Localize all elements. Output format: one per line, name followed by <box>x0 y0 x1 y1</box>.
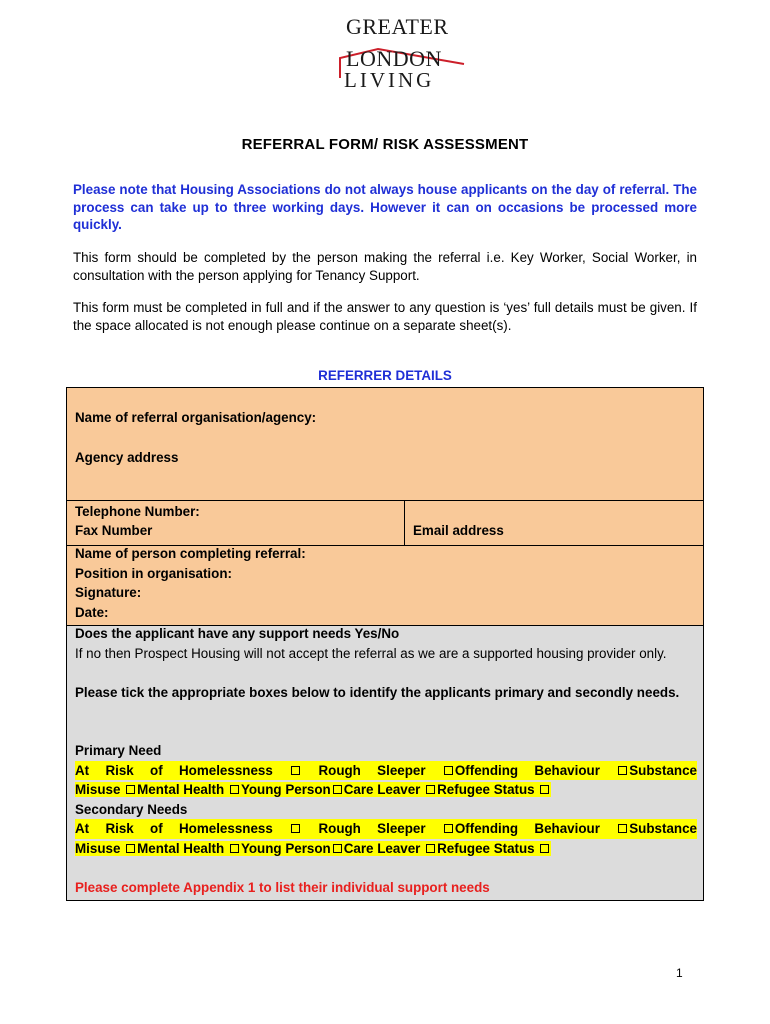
organisation-cell[interactable] <box>67 388 703 500</box>
support-needs-note: If no then Prospect Housing will not accept the referral as we are a supported housing provider only. <box>75 645 667 661</box>
support-needs-cell <box>67 625 703 900</box>
primary-homelessness-label: At Risk of Homelessness <box>75 762 273 778</box>
primary-offending-label: Offending Behaviour <box>454 762 600 778</box>
secondary-refugee-label: Refugee Status <box>437 840 535 856</box>
secondary-offending-checkbox[interactable] <box>618 824 627 833</box>
primary-mental-health-checkbox[interactable] <box>230 785 239 794</box>
secondary-rough-sleeper-checkbox[interactable] <box>444 824 453 833</box>
referrer-details-form <box>66 387 704 901</box>
logo-line-3: LIVING <box>344 68 435 92</box>
date-label: Date: <box>75 604 109 620</box>
primary-mental-health-label: Mental Health <box>137 782 225 797</box>
secondary-young-person-label: Young Person <box>240 840 331 856</box>
page-number: 1 <box>676 966 683 980</box>
primary-refugee-checkbox[interactable] <box>540 785 549 794</box>
agency-address-label: Agency address <box>75 450 179 465</box>
secondary-misuse-label: Misuse <box>75 840 121 856</box>
primary-rough-sleeper-checkbox[interactable] <box>444 766 453 775</box>
primary-care-leaver-label: Care Leaver <box>343 782 421 797</box>
secondary-substance-misuse-checkbox[interactable] <box>126 844 135 853</box>
signature-label: Signature: <box>75 585 142 600</box>
greater-london-living-logo <box>336 14 470 92</box>
secondary-young-person-checkbox[interactable] <box>333 844 342 853</box>
person-details-cell[interactable] <box>67 545 703 625</box>
fax-label: Fax Number <box>75 523 153 538</box>
secondary-rough-sleeper-label: Rough Sleeper <box>318 821 426 836</box>
secondary-homelessness-label: At Risk of Homelessness <box>75 821 273 836</box>
person-name-label: Name of person completing referral: <box>75 546 306 561</box>
primary-young-person-checkbox[interactable] <box>333 785 342 794</box>
primary-rough-sleeper-label: Rough Sleeper <box>318 762 426 778</box>
secondary-refugee-checkbox[interactable] <box>540 844 549 853</box>
secondary-needs-heading: Secondary Needs <box>75 801 188 817</box>
document-title: REFERRAL FORM/ RISK ASSESSMENT <box>241 136 529 153</box>
intro-paragraph: This form should be completed by the person making the referral i.e. Key Worker, Social Worker, in consultation with the person applying for Tenancy Support. <box>73 250 697 283</box>
primary-needs-row-1 <box>75 761 697 781</box>
secondary-needs-row-1 <box>75 819 697 839</box>
secondary-homelessness-checkbox[interactable] <box>291 824 300 833</box>
secondary-care-leaver-checkbox[interactable] <box>426 844 435 853</box>
processing-note: Please note that Housing Associations do not always house applicants on the day of referral. The process can take up to three working days. However it can on occasions be processed more quickly. <box>73 182 697 232</box>
primary-homelessness-checkbox[interactable] <box>291 766 300 775</box>
secondary-mental-health-checkbox[interactable] <box>230 844 239 853</box>
logo-line-1: GREATER <box>346 14 449 39</box>
support-needs-question: Does the applicant have any support needs Yes/No <box>75 626 400 641</box>
position-label: Position in organisation: <box>75 565 232 581</box>
secondary-mental-health-label: Mental Health <box>137 840 225 856</box>
primary-offending-checkbox[interactable] <box>618 766 627 775</box>
secondary-needs-row-2 <box>75 839 697 859</box>
tick-instruction: Please tick the appropriate boxes below to identify the applicants primary and secondly needs. <box>75 684 680 700</box>
appendix-note: Please complete Appendix 1 to list their individual support needs <box>75 880 490 895</box>
telephone-fax-cell[interactable] <box>67 500 404 545</box>
instructions-paragraph: This form must be completed in full and if the answer to any question is ‘yes’ full details must be given. If the space allocated is not enough please continue on a separate sheet(s). <box>73 300 697 333</box>
primary-substance-label: Substance <box>629 762 697 778</box>
logo-line-2: LONDON <box>346 46 442 71</box>
primary-needs-row-2 <box>75 780 697 800</box>
secondary-substance-label: Substance <box>629 821 697 836</box>
primary-young-person-label: Young Person <box>240 782 331 797</box>
organisation-label: Name of referral organisation/agency: <box>75 410 317 425</box>
primary-need-heading: Primary Need <box>75 743 162 758</box>
section-heading-referrer-details: REFERRER DETAILS <box>318 368 452 383</box>
email-label: Email address <box>413 523 504 538</box>
primary-refugee-label: Refugee Status <box>437 782 535 797</box>
email-cell[interactable] <box>404 500 703 545</box>
primary-substance-misuse-checkbox[interactable] <box>126 785 135 794</box>
secondary-care-leaver-label: Care Leaver <box>343 840 421 856</box>
primary-misuse-label: Misuse <box>75 782 121 797</box>
telephone-label: Telephone Number: <box>75 504 200 519</box>
primary-care-leaver-checkbox[interactable] <box>426 785 435 794</box>
secondary-offending-label: Offending Behaviour <box>454 821 600 836</box>
